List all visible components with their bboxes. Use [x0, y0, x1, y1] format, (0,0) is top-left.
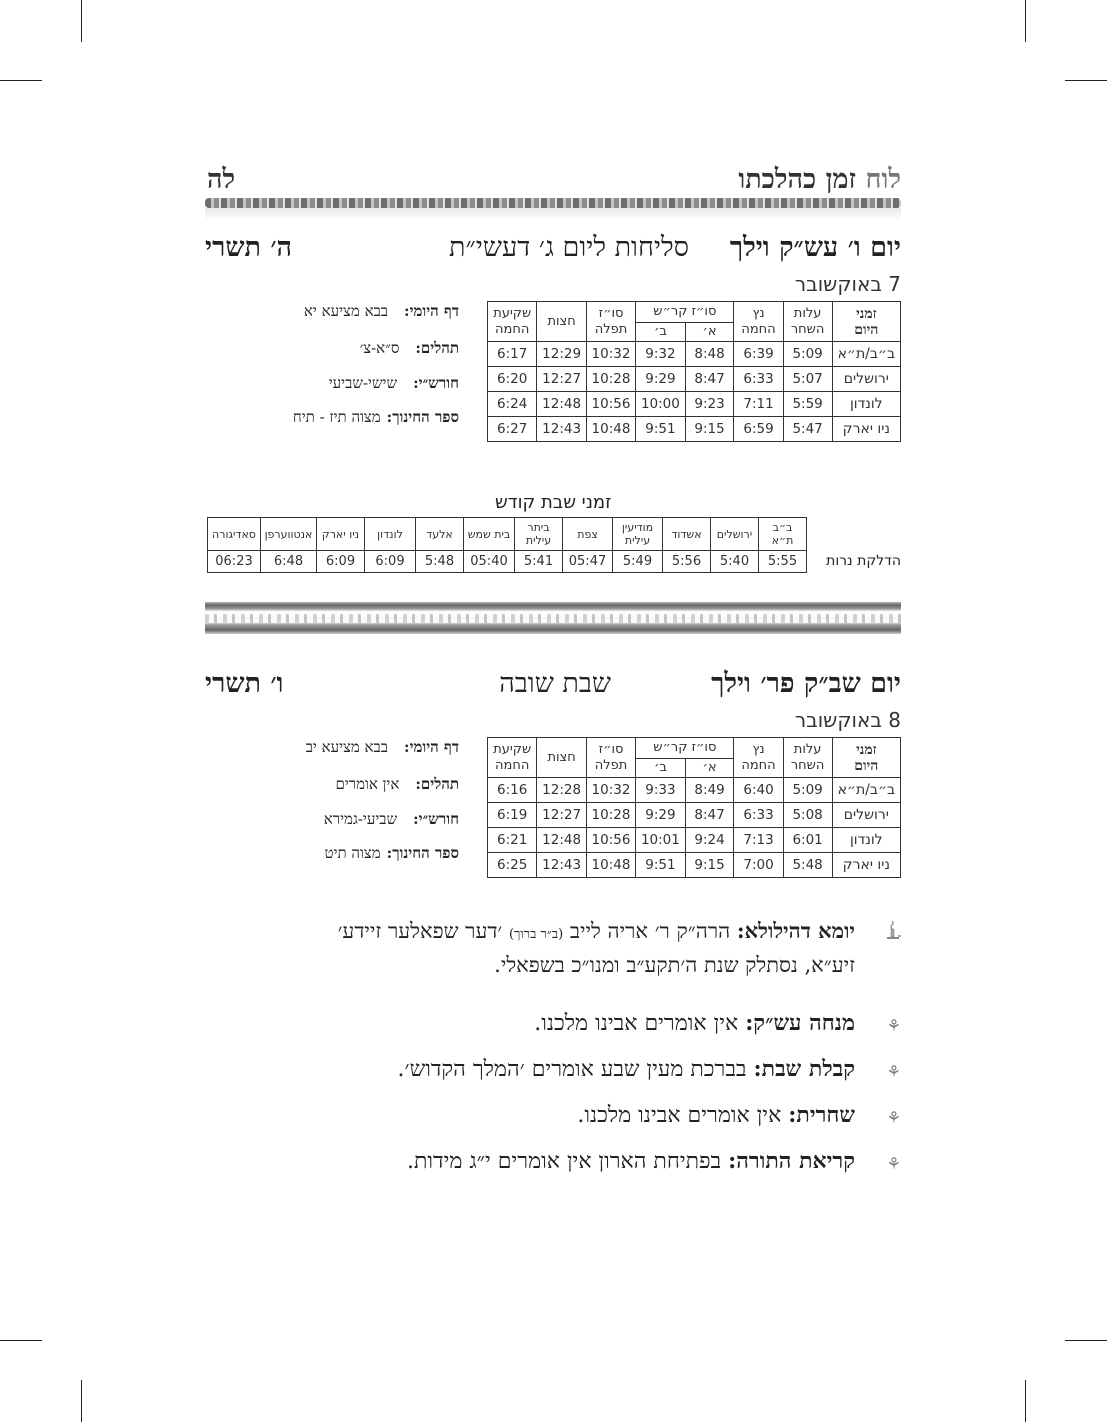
info-row [304, 302, 459, 321]
shema-b-cell: 10:01 [636, 828, 685, 853]
time-cell: 06:23 [208, 551, 261, 573]
note-body [534, 1010, 855, 1036]
tefila-cell: 10:56 [586, 392, 635, 417]
chatzos-cell: 12:28 [537, 778, 586, 803]
border-shadow [205, 208, 901, 220]
info-value: מצוה תיט [324, 844, 381, 862]
header-chatzos: חצות [537, 738, 586, 778]
alos-cell: 5:08 [783, 803, 832, 828]
alos-cell: 5:07 [783, 367, 832, 392]
header-neitz: נץ החמה [734, 302, 783, 342]
yahrzeit-line-2: זיע״א, נסתלק שנת ה׳תקע״ב ומנו״כ בשפאלי. [494, 953, 855, 977]
info-label: חורש״י: [413, 810, 459, 828]
shabbat-times-title: זמני שבת קודש [495, 492, 612, 513]
tefila-cell: 10:56 [586, 828, 635, 853]
header-zmanei-hayom: זמני היום [832, 302, 900, 342]
day-name: יום ו׳ עש״ק וילך [729, 232, 901, 263]
table-row [488, 803, 901, 828]
info-value: בבא מציעא יב [305, 738, 389, 756]
gregorian-date: 8 באוקשובר [794, 708, 901, 732]
zmanim-table [487, 301, 901, 442]
city-header: ביתר עילית [515, 518, 563, 551]
time-cell: 5:40 [711, 551, 759, 573]
info-label: תהלים: [415, 339, 459, 357]
neitz-cell: 6:33 [734, 803, 783, 828]
chatzos-cell: 12:27 [537, 367, 586, 392]
shema-b-cell: 9:51 [636, 417, 685, 442]
city-header: סאדיגורה [208, 518, 261, 551]
shkia-cell: 6:20 [488, 367, 537, 392]
city-header: אנטווערפן [261, 518, 317, 551]
candle-lighting-label: הדלקת נרות [826, 553, 901, 569]
header-neitz: נץ החמה [734, 738, 783, 778]
hebrew-date: ה׳ תשרי [205, 232, 293, 263]
day-description: סליחות ליום ג׳ דעשי״ת [449, 232, 689, 263]
alos-cell: 5:09 [783, 778, 832, 803]
info-label: דף היומי: [404, 738, 459, 756]
city-cell: ניו יארק [832, 853, 900, 878]
alos-cell: 6:01 [783, 828, 832, 853]
time-cell: 5:55 [759, 551, 807, 573]
header-shkia: שקיעת החמה [488, 738, 537, 778]
neitz-cell: 7:11 [734, 392, 783, 417]
shema-b-cell: 10:00 [636, 392, 685, 417]
tefila-cell: 10:28 [586, 367, 635, 392]
city-header: לונדון [365, 518, 416, 551]
city-header: ניו יארק [317, 518, 365, 551]
header-shkia: שקיעת החמה [488, 302, 537, 342]
chatzos-cell: 12:48 [537, 828, 586, 853]
candle-icon [885, 919, 901, 952]
tefila-cell: 10:32 [586, 778, 635, 803]
day-description: שבת שובה [499, 668, 611, 699]
chatzos-cell: 12:29 [537, 342, 586, 367]
city-header: אלעד [416, 518, 464, 551]
shema-a-cell: 8:47 [685, 803, 734, 828]
shema-a-cell: 9:23 [685, 392, 734, 417]
chatzos-cell: 12:48 [537, 392, 586, 417]
divider-pattern [205, 614, 901, 623]
crop-mark [1025, 1380, 1026, 1422]
time-cell: 05:47 [563, 551, 613, 573]
crop-mark [1025, 0, 1026, 42]
neitz-cell: 6:40 [734, 778, 783, 803]
alos-cell: 5:09 [783, 342, 832, 367]
crop-mark [0, 80, 42, 81]
alos-cell: 5:47 [783, 417, 832, 442]
time-cell: 05:40 [464, 551, 515, 573]
ornamental-border [205, 198, 901, 208]
info-value: אין אומרים [335, 775, 400, 793]
tefila-cell: 10:48 [586, 417, 635, 442]
shema-a-cell: 9:24 [685, 828, 734, 853]
shema-b-cell: 9:32 [636, 342, 685, 367]
header-alos: עלות השחר [783, 302, 832, 342]
day-name: יום שב״ק פר׳ וילך [711, 668, 901, 699]
city-cell: ב״ב/ת״א [832, 342, 900, 367]
tefila-cell: 10:48 [586, 853, 635, 878]
shkia-cell: 6:17 [488, 342, 537, 367]
title-bold: זמן כהלכתו [738, 164, 857, 195]
crop-mark [81, 0, 82, 42]
shkia-cell: 6:24 [488, 392, 537, 417]
note-text: אין אומרים אבינו מלכנו. [577, 1103, 782, 1128]
note-text: ׳דער שפאלער זיידע׳ [337, 919, 503, 943]
table-row [488, 392, 901, 417]
shema-b-cell: 9:29 [636, 367, 685, 392]
chatzos-cell: 12:27 [537, 803, 586, 828]
shkia-cell: 6:27 [488, 417, 537, 442]
time-cell: 5:56 [663, 551, 711, 573]
info-value: שביעי-גמירא [323, 810, 398, 828]
chatzos-cell: 12:43 [537, 417, 586, 442]
header-zmanei-hayom: זמני היום [832, 738, 900, 778]
time-cell: 5:49 [613, 551, 663, 573]
header-shema-b: ב׳ [636, 323, 685, 342]
note-text: אין אומרים אבינו מלכנו. [534, 1011, 739, 1036]
day-header [205, 232, 901, 268]
gregorian-date: 7 באוקשובר [794, 272, 901, 296]
times-row [208, 551, 807, 573]
city-cell: ירושלים [832, 367, 900, 392]
neitz-cell: 6:39 [734, 342, 783, 367]
neitz-cell: 7:13 [734, 828, 783, 853]
tefila-cell: 10:28 [586, 803, 635, 828]
note-label: יומא דהילולא: [736, 918, 855, 943]
crop-mark [81, 1380, 82, 1422]
shema-a-cell: 9:15 [685, 417, 734, 442]
alos-cell: 5:59 [783, 392, 832, 417]
table-row [488, 367, 901, 392]
time-cell: 5:41 [515, 551, 563, 573]
note-text: בברכת מעין שבע אומרים ׳המלך הקדוש׳. [397, 1057, 747, 1082]
page-number: לה [207, 164, 236, 195]
tefila-cell: 10:32 [586, 342, 635, 367]
table-row [488, 828, 901, 853]
shema-b-cell: 9:29 [636, 803, 685, 828]
header-tefila: סו״ז תפלה [586, 738, 635, 778]
city-header: צפת [563, 518, 613, 551]
candle-lighting-table [207, 517, 807, 573]
shema-a-cell: 9:15 [685, 853, 734, 878]
header-shema-a: א׳ [685, 323, 734, 342]
city-cell: ב״ב/ת״א [832, 778, 900, 803]
info-label: דף היומי: [404, 302, 459, 320]
shema-a-cell: 8:47 [685, 367, 734, 392]
crop-mark [1065, 80, 1107, 81]
note-text: בפתיחת הארון אין אומרים י״ג מידות. [406, 1149, 722, 1174]
info-row [329, 374, 459, 393]
table-row [488, 342, 901, 367]
info-label: ספר החינוך: [386, 844, 459, 862]
info-row [293, 408, 459, 427]
time-cell: 6:09 [317, 551, 365, 573]
neitz-cell: 6:33 [734, 367, 783, 392]
city-header: אשדוד [663, 518, 711, 551]
neitz-cell: 6:59 [734, 417, 783, 442]
info-value: שישי-שביעי [328, 374, 398, 392]
city-cell: לונדון [832, 828, 900, 853]
running-head [205, 160, 901, 196]
note-small-text: (ב״ר ברוך) [508, 927, 564, 942]
yahrzeit-note [205, 915, 901, 985]
cities-row [208, 518, 807, 551]
info-row [335, 775, 459, 794]
info-value: מצוה תיז - תיח [292, 408, 381, 426]
note-body [407, 1148, 855, 1174]
shema-a-cell: 8:48 [685, 342, 734, 367]
chatzos-cell: 12:43 [537, 853, 586, 878]
shkia-cell: 6:16 [488, 778, 537, 803]
city-cell: ירושלים [832, 803, 900, 828]
fleuron-icon: ⚘ [886, 1108, 901, 1127]
header-shema: סו״ז קר״ש [636, 302, 734, 323]
table-row [488, 778, 901, 803]
yahrzeit-line-1 [338, 915, 855, 951]
time-cell: 6:09 [365, 551, 416, 573]
note-label: שחרית: [788, 1102, 855, 1128]
info-row [360, 339, 459, 358]
fleuron-icon: ⚘ [886, 1154, 901, 1173]
note-label: מנחה עש״ק: [745, 1010, 855, 1036]
running-head-title [738, 164, 901, 195]
fleuron-icon: ⚘ [886, 1016, 901, 1035]
crop-mark [1065, 1340, 1107, 1341]
header-alos: עלות השחר [783, 738, 832, 778]
note-body [398, 1056, 855, 1082]
info-row [306, 738, 459, 757]
hebrew-date: ו׳ תשרי [205, 668, 284, 699]
neitz-cell: 7:00 [734, 853, 783, 878]
header-shema-a: א׳ [685, 759, 734, 778]
time-cell: 6:48 [261, 551, 317, 573]
info-row [324, 810, 459, 829]
shema-a-cell: 8:49 [685, 778, 734, 803]
header-tefila: סו״ז תפלה [586, 302, 635, 342]
header-shema-b: ב׳ [636, 759, 685, 778]
city-header: מודיעין עילית [613, 518, 663, 551]
alos-cell: 5:48 [783, 853, 832, 878]
info-value: ס״א-צ׳ [359, 339, 400, 357]
shema-b-cell: 9:33 [636, 778, 685, 803]
table-row [488, 417, 901, 442]
crop-mark [0, 1340, 42, 1341]
info-value: בבא מציעא יא [303, 302, 389, 320]
city-cell: לונדון [832, 392, 900, 417]
shkia-cell: 6:19 [488, 803, 537, 828]
shkia-cell: 6:21 [488, 828, 537, 853]
zmanim-table [487, 737, 901, 878]
city-header: בית שמש [464, 518, 515, 551]
info-label: ספר החינוך: [386, 408, 459, 426]
info-label: תהלים: [415, 775, 459, 793]
shkia-cell: 6:25 [488, 853, 537, 878]
shema-b-cell: 9:51 [636, 853, 685, 878]
note-text: הרה״ק ר׳ אריה לייב [569, 919, 731, 943]
table-row [488, 853, 901, 878]
header-chatzos: חצות [537, 302, 586, 342]
time-cell: 5:48 [416, 551, 464, 573]
city-cell: ניו יארק [832, 417, 900, 442]
city-header: ב״ב ת״א [759, 518, 807, 551]
title-light: לוח [865, 164, 901, 195]
info-label: חורש״י: [413, 374, 459, 392]
note-label: קבלת שבת: [753, 1056, 855, 1082]
note-body [577, 1102, 855, 1128]
info-row [325, 844, 459, 863]
day-header [205, 668, 901, 704]
note-label: קריאת התורה: [728, 1148, 855, 1174]
header-shema: סו״ז קר״ש [636, 738, 734, 759]
fleuron-icon: ⚘ [886, 1062, 901, 1081]
city-header: ירושלים [711, 518, 759, 551]
